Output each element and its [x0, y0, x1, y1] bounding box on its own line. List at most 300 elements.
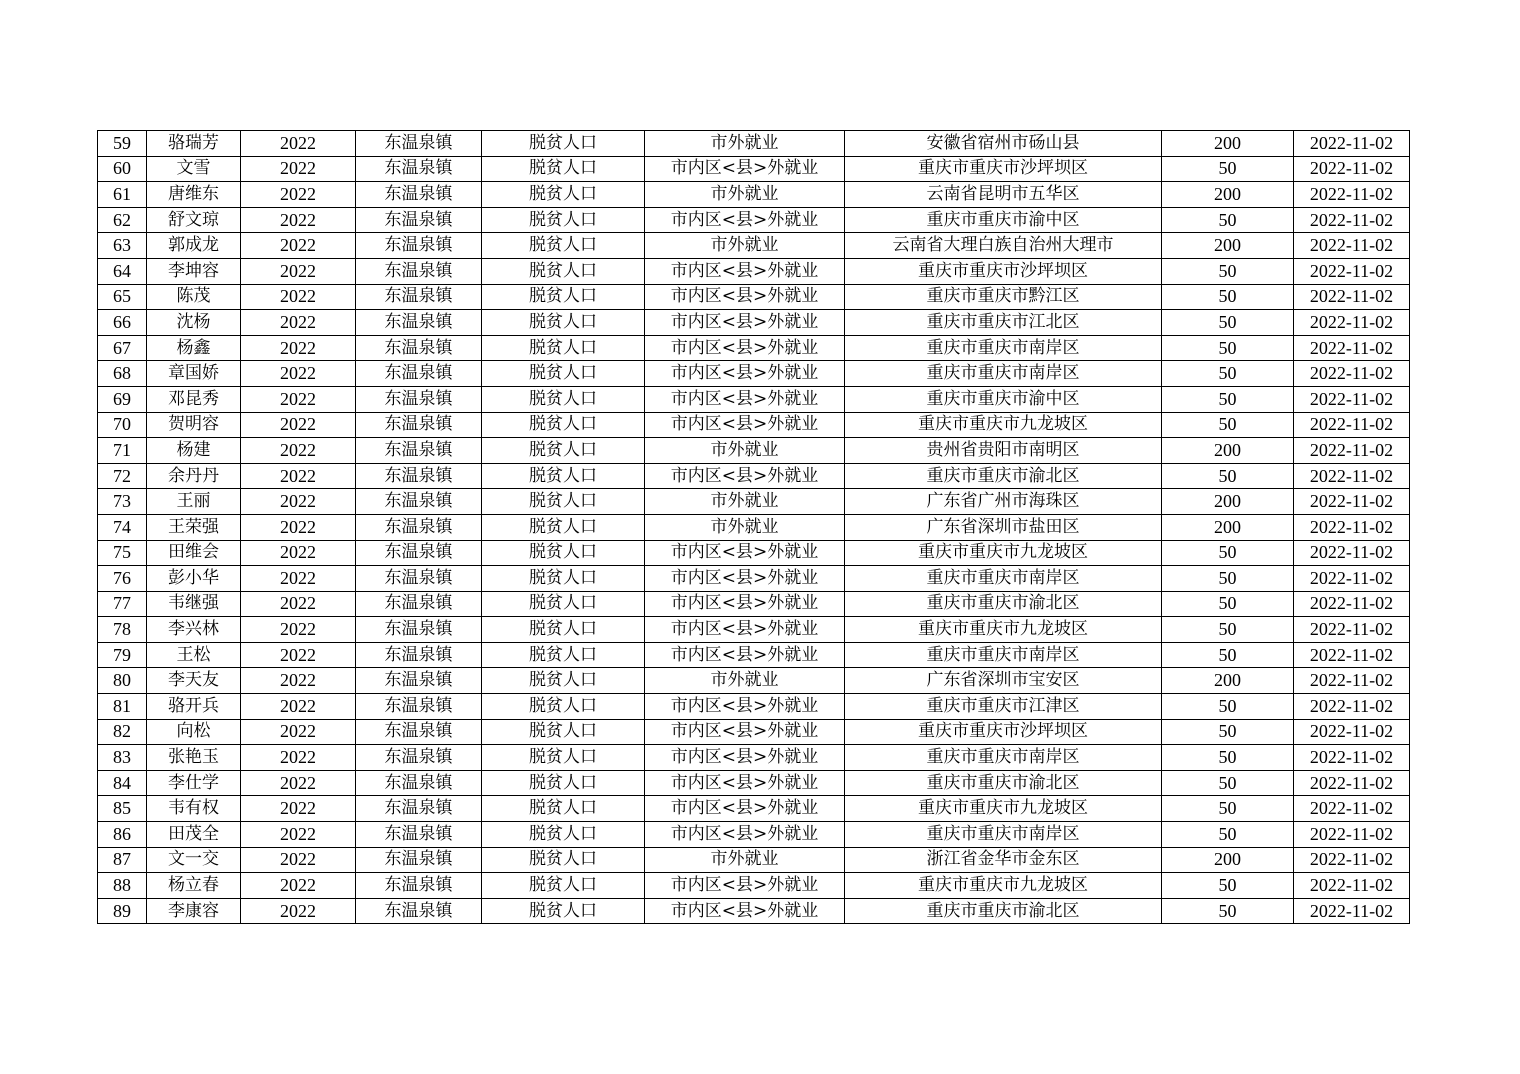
date-cell: 2022-11-02 — [1294, 258, 1410, 284]
employment-type-cell: 市内区<县>外就业 — [645, 694, 845, 720]
table-row — [98, 182, 1410, 208]
person-name-cell: 李天友 — [147, 668, 241, 694]
town-cell: 东温泉镇 — [356, 182, 482, 208]
employment-type-cell: 市内区<县>外就业 — [645, 719, 845, 745]
person-name-cell: 骆瑞芳 — [147, 131, 241, 157]
category-cell: 脱贫人口 — [482, 207, 645, 233]
category-cell: 脱贫人口 — [482, 361, 645, 387]
table-row — [98, 489, 1410, 515]
table-row — [98, 156, 1410, 182]
category-cell: 脱贫人口 — [482, 770, 645, 796]
table-row — [98, 131, 1410, 157]
person-name-cell: 李坤容 — [147, 258, 241, 284]
town-cell: 东温泉镇 — [356, 335, 482, 361]
table-row — [98, 361, 1410, 387]
employment-type-cell: 市内区<县>外就业 — [645, 898, 845, 924]
date-cell: 2022-11-02 — [1294, 489, 1410, 515]
subsidy-amount-cell: 200 — [1162, 131, 1294, 157]
row-number-cell: 82 — [98, 719, 147, 745]
row-number-cell: 79 — [98, 642, 147, 668]
subsidy-amount-cell: 200 — [1162, 182, 1294, 208]
town-cell: 东温泉镇 — [356, 540, 482, 566]
category-cell: 脱贫人口 — [482, 617, 645, 643]
row-number-cell: 63 — [98, 233, 147, 259]
employment-type-cell: 市外就业 — [645, 182, 845, 208]
employment-type-cell: 市内区<县>外就业 — [645, 822, 845, 848]
category-cell: 脱贫人口 — [482, 258, 645, 284]
work-location-cell: 云南省大理白族自治州大理市 — [845, 233, 1162, 259]
row-number-cell: 88 — [98, 873, 147, 899]
category-cell: 脱贫人口 — [482, 463, 645, 489]
person-name-cell: 李仕学 — [147, 770, 241, 796]
person-name-cell: 彭小华 — [147, 566, 241, 592]
work-location-cell: 重庆市重庆市沙坪坝区 — [845, 156, 1162, 182]
row-number-cell: 72 — [98, 463, 147, 489]
work-location-cell: 广东省广州市海珠区 — [845, 489, 1162, 515]
town-cell: 东温泉镇 — [356, 284, 482, 310]
work-location-cell: 重庆市重庆市江津区 — [845, 694, 1162, 720]
row-number-cell: 86 — [98, 822, 147, 848]
category-cell: 脱贫人口 — [482, 438, 645, 464]
work-location-cell: 重庆市重庆市黔江区 — [845, 284, 1162, 310]
row-number-cell: 69 — [98, 386, 147, 412]
table-row — [98, 668, 1410, 694]
work-location-cell: 重庆市重庆市南岸区 — [845, 566, 1162, 592]
date-cell: 2022-11-02 — [1294, 131, 1410, 157]
year-cell: 2022 — [241, 822, 356, 848]
employment-type-cell: 市内区<县>外就业 — [645, 591, 845, 617]
date-cell: 2022-11-02 — [1294, 898, 1410, 924]
subsidy-amount-cell: 200 — [1162, 847, 1294, 873]
employment-type-cell: 市内区<县>外就业 — [645, 412, 845, 438]
category-cell: 脱贫人口 — [482, 386, 645, 412]
year-cell: 2022 — [241, 591, 356, 617]
year-cell: 2022 — [241, 310, 356, 336]
row-number-cell: 67 — [98, 335, 147, 361]
table-row — [98, 847, 1410, 873]
category-cell: 脱贫人口 — [482, 412, 645, 438]
employment-type-cell: 市内区<县>外就业 — [645, 873, 845, 899]
row-number-cell: 89 — [98, 898, 147, 924]
work-location-cell: 浙江省金华市金东区 — [845, 847, 1162, 873]
table-row — [98, 745, 1410, 771]
work-location-cell: 广东省深圳市盐田区 — [845, 514, 1162, 540]
category-cell: 脱贫人口 — [482, 310, 645, 336]
employment-type-cell: 市内区<县>外就业 — [645, 745, 845, 771]
year-cell: 2022 — [241, 156, 356, 182]
employment-type-cell: 市内区<县>外就业 — [645, 310, 845, 336]
row-number-cell: 80 — [98, 668, 147, 694]
work-location-cell: 重庆市重庆市九龙坡区 — [845, 540, 1162, 566]
town-cell: 东温泉镇 — [356, 770, 482, 796]
table-row — [98, 207, 1410, 233]
person-name-cell: 张艳玉 — [147, 745, 241, 771]
town-cell: 东温泉镇 — [356, 591, 482, 617]
category-cell: 脱贫人口 — [482, 668, 645, 694]
date-cell: 2022-11-02 — [1294, 642, 1410, 668]
table-row — [98, 386, 1410, 412]
date-cell: 2022-11-02 — [1294, 847, 1410, 873]
date-cell: 2022-11-02 — [1294, 770, 1410, 796]
category-cell: 脱贫人口 — [482, 233, 645, 259]
employment-type-cell: 市外就业 — [645, 438, 845, 464]
subsidy-amount-cell: 50 — [1162, 258, 1294, 284]
year-cell: 2022 — [241, 770, 356, 796]
date-cell: 2022-11-02 — [1294, 182, 1410, 208]
person-name-cell: 邓昆秀 — [147, 386, 241, 412]
town-cell: 东温泉镇 — [356, 361, 482, 387]
subsidy-amount-cell: 50 — [1162, 719, 1294, 745]
table-row — [98, 898, 1410, 924]
roster-body — [98, 131, 1410, 924]
person-name-cell: 骆开兵 — [147, 694, 241, 720]
year-cell: 2022 — [241, 617, 356, 643]
table-row — [98, 284, 1410, 310]
year-cell: 2022 — [241, 873, 356, 899]
work-location-cell: 重庆市重庆市渝中区 — [845, 207, 1162, 233]
person-name-cell: 文雪 — [147, 156, 241, 182]
date-cell: 2022-11-02 — [1294, 233, 1410, 259]
category-cell: 脱贫人口 — [482, 847, 645, 873]
subsidy-amount-cell: 200 — [1162, 438, 1294, 464]
table-row — [98, 566, 1410, 592]
employment-type-cell: 市外就业 — [645, 489, 845, 515]
category-cell: 脱贫人口 — [482, 566, 645, 592]
date-cell: 2022-11-02 — [1294, 386, 1410, 412]
employment-type-cell: 市外就业 — [645, 131, 845, 157]
employment-type-cell: 市外就业 — [645, 233, 845, 259]
subsidy-amount-cell: 50 — [1162, 284, 1294, 310]
table-row — [98, 540, 1410, 566]
year-cell: 2022 — [241, 847, 356, 873]
subsidy-amount-cell: 200 — [1162, 233, 1294, 259]
employment-type-cell: 市内区<县>外就业 — [645, 617, 845, 643]
year-cell: 2022 — [241, 463, 356, 489]
town-cell: 东温泉镇 — [356, 694, 482, 720]
date-cell: 2022-11-02 — [1294, 361, 1410, 387]
town-cell: 东温泉镇 — [356, 463, 482, 489]
year-cell: 2022 — [241, 131, 356, 157]
table-row — [98, 617, 1410, 643]
category-cell: 脱贫人口 — [482, 796, 645, 822]
employment-type-cell: 市内区<县>外就业 — [645, 258, 845, 284]
work-location-cell: 安徽省宿州市砀山县 — [845, 131, 1162, 157]
subsidy-amount-cell: 50 — [1162, 898, 1294, 924]
year-cell: 2022 — [241, 386, 356, 412]
person-name-cell: 余丹丹 — [147, 463, 241, 489]
town-cell: 东温泉镇 — [356, 131, 482, 157]
work-location-cell: 广东省深圳市宝安区 — [845, 668, 1162, 694]
town-cell: 东温泉镇 — [356, 412, 482, 438]
row-number-cell: 81 — [98, 694, 147, 720]
subsidy-amount-cell: 50 — [1162, 207, 1294, 233]
category-cell: 脱贫人口 — [482, 873, 645, 899]
work-location-cell: 重庆市重庆市渝北区 — [845, 898, 1162, 924]
person-name-cell: 田维会 — [147, 540, 241, 566]
work-location-cell: 重庆市重庆市江北区 — [845, 310, 1162, 336]
work-location-cell: 重庆市重庆市渝北区 — [845, 591, 1162, 617]
category-cell: 脱贫人口 — [482, 156, 645, 182]
person-name-cell: 章国娇 — [147, 361, 241, 387]
date-cell: 2022-11-02 — [1294, 591, 1410, 617]
subsidy-amount-cell: 50 — [1162, 463, 1294, 489]
date-cell: 2022-11-02 — [1294, 540, 1410, 566]
table-row — [98, 258, 1410, 284]
category-cell: 脱贫人口 — [482, 335, 645, 361]
table-row — [98, 310, 1410, 336]
person-name-cell: 郭成龙 — [147, 233, 241, 259]
town-cell: 东温泉镇 — [356, 489, 482, 515]
category-cell: 脱贫人口 — [482, 284, 645, 310]
date-cell: 2022-11-02 — [1294, 412, 1410, 438]
subsidy-amount-cell: 200 — [1162, 489, 1294, 515]
subsidy-amount-cell: 50 — [1162, 745, 1294, 771]
row-number-cell: 85 — [98, 796, 147, 822]
work-location-cell: 重庆市重庆市九龙坡区 — [845, 412, 1162, 438]
subsidy-amount-cell: 50 — [1162, 796, 1294, 822]
employment-type-cell: 市外就业 — [645, 847, 845, 873]
town-cell: 东温泉镇 — [356, 310, 482, 336]
year-cell: 2022 — [241, 668, 356, 694]
work-location-cell: 重庆市重庆市渝中区 — [845, 386, 1162, 412]
subsidy-amount-cell: 50 — [1162, 694, 1294, 720]
person-name-cell: 向松 — [147, 719, 241, 745]
table-row — [98, 591, 1410, 617]
person-name-cell: 杨立春 — [147, 873, 241, 899]
category-cell: 脱贫人口 — [482, 591, 645, 617]
date-cell: 2022-11-02 — [1294, 796, 1410, 822]
subsidy-amount-cell: 50 — [1162, 540, 1294, 566]
category-cell: 脱贫人口 — [482, 694, 645, 720]
table-row — [98, 335, 1410, 361]
subsidy-amount-cell: 50 — [1162, 412, 1294, 438]
subsidy-amount-cell: 50 — [1162, 617, 1294, 643]
table-row — [98, 822, 1410, 848]
row-number-cell: 70 — [98, 412, 147, 438]
year-cell: 2022 — [241, 489, 356, 515]
person-name-cell: 王丽 — [147, 489, 241, 515]
year-cell: 2022 — [241, 694, 356, 720]
row-number-cell: 68 — [98, 361, 147, 387]
work-location-cell: 贵州省贵阳市南明区 — [845, 438, 1162, 464]
town-cell: 东温泉镇 — [356, 438, 482, 464]
work-location-cell: 重庆市重庆市南岸区 — [845, 642, 1162, 668]
town-cell: 东温泉镇 — [356, 207, 482, 233]
date-cell: 2022-11-02 — [1294, 310, 1410, 336]
date-cell: 2022-11-02 — [1294, 463, 1410, 489]
row-number-cell: 64 — [98, 258, 147, 284]
year-cell: 2022 — [241, 207, 356, 233]
town-cell: 东温泉镇 — [356, 156, 482, 182]
subsidy-amount-cell: 50 — [1162, 386, 1294, 412]
person-name-cell: 陈茂 — [147, 284, 241, 310]
year-cell: 2022 — [241, 566, 356, 592]
subsidy-amount-cell: 50 — [1162, 873, 1294, 899]
work-location-cell: 重庆市重庆市沙坪坝区 — [845, 258, 1162, 284]
work-location-cell: 重庆市重庆市沙坪坝区 — [845, 719, 1162, 745]
employment-type-cell: 市内区<县>外就业 — [645, 335, 845, 361]
town-cell: 东温泉镇 — [356, 642, 482, 668]
work-location-cell: 重庆市重庆市九龙坡区 — [845, 796, 1162, 822]
date-cell: 2022-11-02 — [1294, 335, 1410, 361]
year-cell: 2022 — [241, 412, 356, 438]
date-cell: 2022-11-02 — [1294, 514, 1410, 540]
year-cell: 2022 — [241, 642, 356, 668]
work-location-cell: 重庆市重庆市九龙坡区 — [845, 617, 1162, 643]
year-cell: 2022 — [241, 284, 356, 310]
category-cell: 脱贫人口 — [482, 822, 645, 848]
person-name-cell: 杨鑫 — [147, 335, 241, 361]
row-number-cell: 61 — [98, 182, 147, 208]
subsidy-roster-table — [97, 130, 1410, 924]
employment-type-cell: 市内区<县>外就业 — [645, 156, 845, 182]
person-name-cell: 李兴林 — [147, 617, 241, 643]
employment-type-cell: 市内区<县>外就业 — [645, 361, 845, 387]
employment-type-cell: 市内区<县>外就业 — [645, 770, 845, 796]
table-row — [98, 873, 1410, 899]
row-number-cell: 84 — [98, 770, 147, 796]
work-location-cell: 重庆市重庆市南岸区 — [845, 361, 1162, 387]
year-cell: 2022 — [241, 233, 356, 259]
date-cell: 2022-11-02 — [1294, 566, 1410, 592]
person-name-cell: 李康容 — [147, 898, 241, 924]
subsidy-amount-cell: 50 — [1162, 566, 1294, 592]
category-cell: 脱贫人口 — [482, 745, 645, 771]
table-row — [98, 463, 1410, 489]
town-cell: 东温泉镇 — [356, 514, 482, 540]
work-location-cell: 重庆市重庆市南岸区 — [845, 822, 1162, 848]
year-cell: 2022 — [241, 258, 356, 284]
table-row — [98, 412, 1410, 438]
category-cell: 脱贫人口 — [482, 182, 645, 208]
date-cell: 2022-11-02 — [1294, 873, 1410, 899]
person-name-cell: 舒文琼 — [147, 207, 241, 233]
date-cell: 2022-11-02 — [1294, 284, 1410, 310]
subsidy-amount-cell: 50 — [1162, 591, 1294, 617]
row-number-cell: 76 — [98, 566, 147, 592]
employment-type-cell: 市外就业 — [645, 514, 845, 540]
row-number-cell: 62 — [98, 207, 147, 233]
town-cell: 东温泉镇 — [356, 258, 482, 284]
table-row — [98, 796, 1410, 822]
year-cell: 2022 — [241, 796, 356, 822]
work-location-cell: 重庆市重庆市南岸区 — [845, 745, 1162, 771]
work-location-cell: 云南省昆明市五华区 — [845, 182, 1162, 208]
work-location-cell: 重庆市重庆市南岸区 — [845, 335, 1162, 361]
subsidy-amount-cell: 50 — [1162, 310, 1294, 336]
date-cell: 2022-11-02 — [1294, 438, 1410, 464]
town-cell: 东温泉镇 — [356, 847, 482, 873]
town-cell: 东温泉镇 — [356, 386, 482, 412]
row-number-cell: 83 — [98, 745, 147, 771]
table-row — [98, 770, 1410, 796]
person-name-cell: 王松 — [147, 642, 241, 668]
row-number-cell: 59 — [98, 131, 147, 157]
table-row — [98, 694, 1410, 720]
category-cell: 脱贫人口 — [482, 131, 645, 157]
subsidy-amount-cell: 200 — [1162, 514, 1294, 540]
category-cell: 脱贫人口 — [482, 719, 645, 745]
employment-type-cell: 市外就业 — [645, 668, 845, 694]
town-cell: 东温泉镇 — [356, 873, 482, 899]
employment-type-cell: 市内区<县>外就业 — [645, 566, 845, 592]
year-cell: 2022 — [241, 898, 356, 924]
category-cell: 脱贫人口 — [482, 489, 645, 515]
subsidy-amount-cell: 50 — [1162, 361, 1294, 387]
date-cell: 2022-11-02 — [1294, 745, 1410, 771]
town-cell: 东温泉镇 — [356, 668, 482, 694]
table-row — [98, 642, 1410, 668]
town-cell: 东温泉镇 — [356, 822, 482, 848]
employment-type-cell: 市内区<县>外就业 — [645, 386, 845, 412]
town-cell: 东温泉镇 — [356, 617, 482, 643]
person-name-cell: 杨建 — [147, 438, 241, 464]
person-name-cell: 韦有权 — [147, 796, 241, 822]
row-number-cell: 74 — [98, 514, 147, 540]
date-cell: 2022-11-02 — [1294, 617, 1410, 643]
date-cell: 2022-11-02 — [1294, 156, 1410, 182]
town-cell: 东温泉镇 — [356, 796, 482, 822]
town-cell: 东温泉镇 — [356, 719, 482, 745]
subsidy-amount-cell: 50 — [1162, 642, 1294, 668]
year-cell: 2022 — [241, 335, 356, 361]
town-cell: 东温泉镇 — [356, 898, 482, 924]
table-row — [98, 233, 1410, 259]
row-number-cell: 78 — [98, 617, 147, 643]
year-cell: 2022 — [241, 438, 356, 464]
date-cell: 2022-11-02 — [1294, 668, 1410, 694]
category-cell: 脱贫人口 — [482, 540, 645, 566]
employment-type-cell: 市内区<县>外就业 — [645, 796, 845, 822]
year-cell: 2022 — [241, 745, 356, 771]
subsidy-amount-cell: 50 — [1162, 822, 1294, 848]
town-cell: 东温泉镇 — [356, 233, 482, 259]
work-location-cell: 重庆市重庆市渝北区 — [845, 770, 1162, 796]
town-cell: 东温泉镇 — [356, 745, 482, 771]
year-cell: 2022 — [241, 719, 356, 745]
category-cell: 脱贫人口 — [482, 514, 645, 540]
person-name-cell: 唐维东 — [147, 182, 241, 208]
subsidy-amount-cell: 200 — [1162, 668, 1294, 694]
subsidy-amount-cell: 50 — [1162, 770, 1294, 796]
year-cell: 2022 — [241, 540, 356, 566]
town-cell: 东温泉镇 — [356, 566, 482, 592]
subsidy-amount-cell: 50 — [1162, 156, 1294, 182]
date-cell: 2022-11-02 — [1294, 822, 1410, 848]
row-number-cell: 73 — [98, 489, 147, 515]
category-cell: 脱贫人口 — [482, 642, 645, 668]
row-number-cell: 65 — [98, 284, 147, 310]
person-name-cell: 贺明容 — [147, 412, 241, 438]
table-row — [98, 514, 1410, 540]
employment-type-cell: 市内区<县>外就业 — [645, 540, 845, 566]
year-cell: 2022 — [241, 361, 356, 387]
year-cell: 2022 — [241, 514, 356, 540]
person-name-cell: 文一交 — [147, 847, 241, 873]
person-name-cell: 王荣强 — [147, 514, 241, 540]
row-number-cell: 60 — [98, 156, 147, 182]
year-cell: 2022 — [241, 182, 356, 208]
employment-type-cell: 市内区<县>外就业 — [645, 207, 845, 233]
table-row — [98, 438, 1410, 464]
person-name-cell: 韦继强 — [147, 591, 241, 617]
employment-type-cell: 市内区<县>外就业 — [645, 463, 845, 489]
employment-type-cell: 市内区<县>外就业 — [645, 284, 845, 310]
work-location-cell: 重庆市重庆市九龙坡区 — [845, 873, 1162, 899]
person-name-cell: 沈杨 — [147, 310, 241, 336]
category-cell: 脱贫人口 — [482, 898, 645, 924]
date-cell: 2022-11-02 — [1294, 719, 1410, 745]
